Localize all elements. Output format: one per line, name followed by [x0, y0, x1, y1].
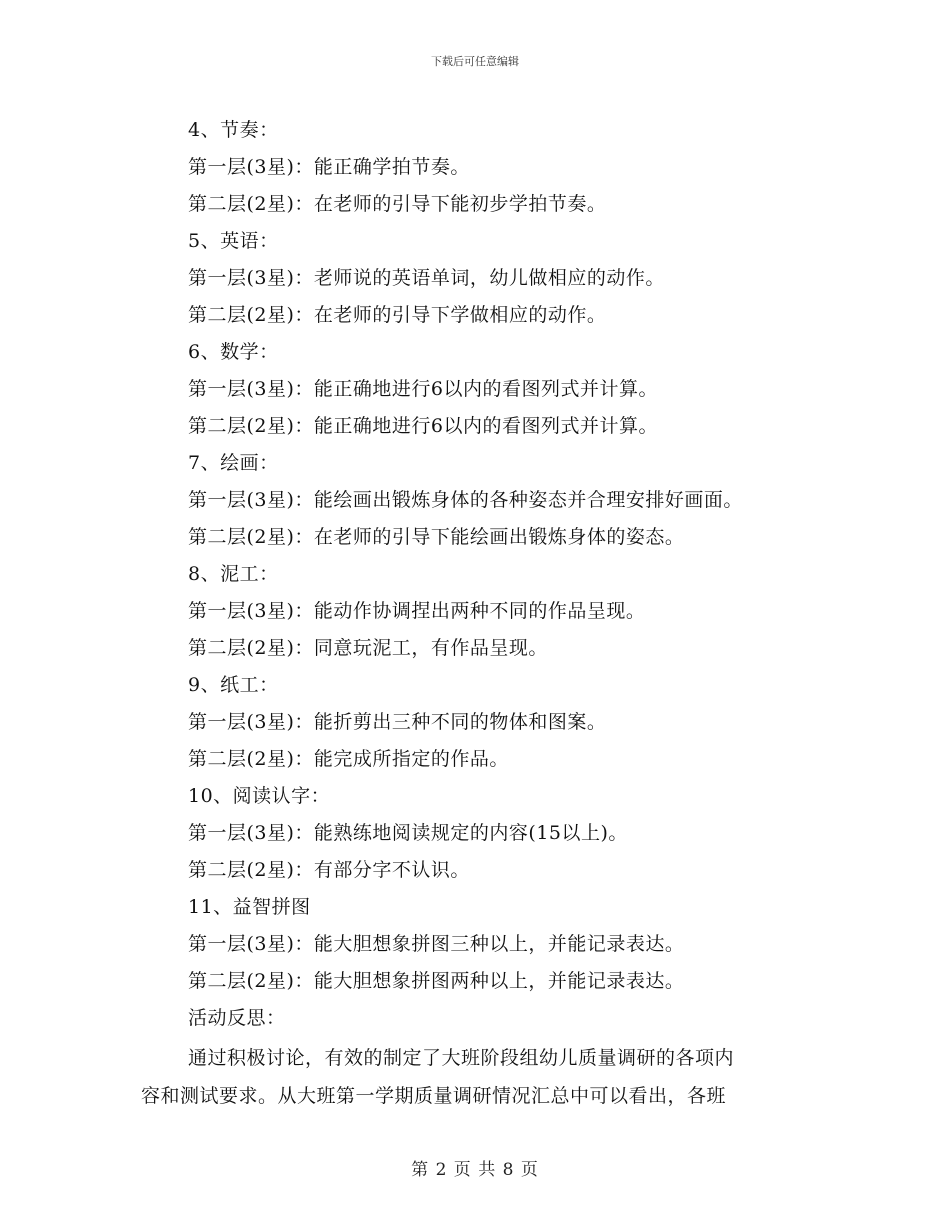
page-number: 第 2 页 共 8 页 [411, 1160, 539, 1180]
criteria-line: 第一层(3星)：能动作协调捏出两种不同的作品呈现。 [188, 600, 646, 622]
criteria-line: 第二层(2星)：在老师的引导下能初步学拍节奏。 [188, 193, 607, 215]
criteria-line: 第一层(3星)：老师说的英语单词，幼儿做相应的动作。 [188, 267, 665, 289]
paragraph-line: 容和测试要求。从大班第一学期质量调研情况汇总中可以看出，各班 [141, 1085, 727, 1107]
criteria-line: 第一层(3星)：能绘画出锻炼身体的各种姿态并合理安排好画面。 [188, 489, 743, 511]
criteria-line: 第一层(3星)：能正确学拍节奏。 [188, 156, 470, 178]
section-heading-reading: 10、阅读认字： [188, 785, 331, 807]
section-heading-clay: 8、泥工： [188, 563, 279, 585]
criteria-line: 第一层(3星)：能熟练地阅读规定的内容(15以上)。 [188, 822, 628, 844]
page-header: 下载后可任意编辑 [431, 55, 519, 68]
criteria-line: 第二层(2星)：有部分字不认识。 [188, 859, 470, 881]
section-heading-english: 5、英语： [188, 230, 279, 252]
paragraph-line: 通过积极讨论，有效的制定了大班阶段组幼儿质量调研的各项内 [188, 1047, 735, 1069]
section-heading-math: 6、数学： [188, 341, 279, 363]
criteria-line: 第二层(2星)：能正确地进行6以内的看图列式并计算。 [188, 415, 659, 437]
criteria-line: 第二层(2星)：同意玩泥工，有作品呈现。 [188, 637, 548, 659]
criteria-line: 第二层(2星)：在老师的引导下能绘画出锻炼身体的姿态。 [188, 526, 685, 548]
criteria-line: 第一层(3星)：能折剪出三种不同的物体和图案。 [188, 711, 607, 733]
criteria-line: 第二层(2星)：能完成所指定的作品。 [188, 748, 509, 770]
section-heading-puzzle: 11、益智拼图 [188, 896, 311, 918]
section-heading-paper: 9、纸工： [188, 674, 279, 696]
section-heading-rhythm: 4、节奏： [188, 119, 279, 141]
criteria-line: 第一层(3星)：能正确地进行6以内的看图列式并计算。 [188, 378, 659, 400]
document-body [0, 112, 950, 1115]
criteria-line: 第一层(3星)：能大胆想象拼图三种以上，并能记录表达。 [188, 933, 685, 955]
section-heading-drawing: 7、绘画： [188, 452, 279, 474]
section-heading-reflection: 活动反思： [188, 1007, 286, 1029]
criteria-line: 第二层(2星)：能大胆想象拼图两种以上，并能记录表达。 [188, 970, 685, 992]
criteria-line: 第二层(2星)：在老师的引导下学做相应的动作。 [188, 304, 607, 326]
